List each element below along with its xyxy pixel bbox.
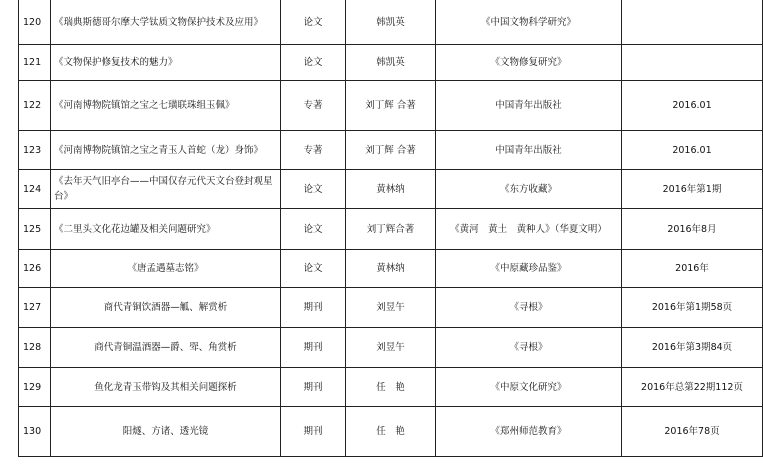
table-row <box>19 407 763 457</box>
author-cell: 任 艳 <box>346 368 436 407</box>
date-cell: 2016年 <box>622 250 763 288</box>
publisher-cell: 中国青年出版社 <box>436 81 622 131</box>
table-row <box>19 0 763 45</box>
publisher-cell: 《寻根》 <box>436 288 622 328</box>
title-cell: 《文物保护修复技术的魅力》 <box>51 45 281 81</box>
date-cell: 2016年第3期84页 <box>622 328 763 368</box>
row-number-cell: 130 <box>19 407 51 457</box>
author-cell: 刘丁辉合著 <box>346 209 436 250</box>
title-cell: 鱼化龙青玉带钩及其相关问题探析 <box>51 368 281 407</box>
date-cell: 2016年总第22期112页 <box>622 368 763 407</box>
title-cell: 《唐孟遇墓志铭》 <box>51 250 281 288</box>
author-cell: 韩凯英 <box>346 45 436 81</box>
title-cell: 商代青铜温酒器—爵、斝、角赏析 <box>51 328 281 368</box>
date-cell: 2016.01 <box>622 81 763 131</box>
date-cell: 2016年第1期 <box>622 170 763 209</box>
table-row <box>19 288 763 328</box>
title-cell: 《河南博物院镇馆之宝之七璜联珠组玉佩》 <box>51 81 281 131</box>
title-cell: 《去年天气旧亭台——中国仅存元代天文台登封观星台》 <box>51 170 281 209</box>
date-cell <box>622 0 763 45</box>
date-cell <box>622 45 763 81</box>
date-cell: 2016年8月 <box>622 209 763 250</box>
type-cell: 期刊 <box>281 407 346 457</box>
row-number-cell: 121 <box>19 45 51 81</box>
table-row <box>19 45 763 81</box>
table-row <box>19 209 763 250</box>
author-cell: 任 艳 <box>346 407 436 457</box>
table-row <box>19 170 763 209</box>
table-row <box>19 368 763 407</box>
publisher-cell: 《中原文化研究》 <box>436 368 622 407</box>
publication-table <box>18 0 763 457</box>
type-cell: 论文 <box>281 250 346 288</box>
title-cell: 《二里头文化花边罐及相关问题研究》 <box>51 209 281 250</box>
table-row <box>19 250 763 288</box>
row-number-cell: 129 <box>19 368 51 407</box>
author-cell: 黄林纳 <box>346 250 436 288</box>
title-cell: 商代青铜饮酒器—觚、解赏析 <box>51 288 281 328</box>
table-row <box>19 131 763 170</box>
row-number-cell: 124 <box>19 170 51 209</box>
row-number-cell: 125 <box>19 209 51 250</box>
type-cell: 论文 <box>281 209 346 250</box>
publisher-cell: 《黄河 黄土 黄种人》（华夏文明） <box>436 209 622 250</box>
table-row <box>19 81 763 131</box>
date-cell: 2016.01 <box>622 131 763 170</box>
table-row <box>19 328 763 368</box>
date-cell: 2016年第1期58页 <box>622 288 763 328</box>
date-cell: 2016年78页 <box>622 407 763 457</box>
author-cell: 刘昱午 <box>346 328 436 368</box>
type-cell: 期刊 <box>281 328 346 368</box>
row-number-cell: 120 <box>19 0 51 45</box>
title-cell: 阳燧、方诸、透光镜 <box>51 407 281 457</box>
row-number-cell: 122 <box>19 81 51 131</box>
publisher-cell: 中国青年出版社 <box>436 131 622 170</box>
author-cell: 刘丁辉 合著 <box>346 131 436 170</box>
title-cell: 《河南博物院镇馆之宝之青玉人首蛇（龙）身饰》 <box>51 131 281 170</box>
author-cell: 刘丁辉 合著 <box>346 81 436 131</box>
type-cell: 论文 <box>281 170 346 209</box>
row-number-cell: 127 <box>19 288 51 328</box>
type-cell: 期刊 <box>281 288 346 328</box>
row-number-cell: 126 <box>19 250 51 288</box>
author-cell: 黄林纳 <box>346 170 436 209</box>
type-cell: 论文 <box>281 0 346 45</box>
publisher-cell: 《郑州师范教育》 <box>436 407 622 457</box>
title-cell: 《瑞典斯德哥尔摩大学钛质文物保护技术及应用》 <box>51 0 281 45</box>
row-number-cell: 123 <box>19 131 51 170</box>
publisher-cell: 《东方收藏》 <box>436 170 622 209</box>
publisher-cell: 《寻根》 <box>436 328 622 368</box>
author-cell: 韩凯英 <box>346 0 436 45</box>
type-cell: 期刊 <box>281 368 346 407</box>
type-cell: 专著 <box>281 131 346 170</box>
row-number-cell: 128 <box>19 328 51 368</box>
author-cell: 刘昱午 <box>346 288 436 328</box>
publisher-cell: 《中国文物科学研究》 <box>436 0 622 45</box>
type-cell: 论文 <box>281 45 346 81</box>
publisher-cell: 《中原藏珍品鉴》 <box>436 250 622 288</box>
publisher-cell: 《文物修复研究》 <box>436 45 622 81</box>
type-cell: 专著 <box>281 81 346 131</box>
table-body <box>19 0 763 457</box>
